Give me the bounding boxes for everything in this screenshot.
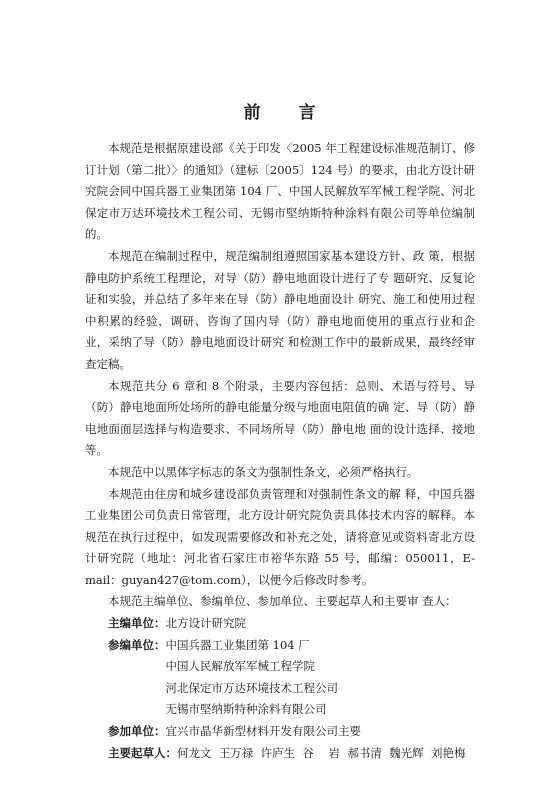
drafters-label: 主要起草人： xyxy=(108,745,177,760)
co-editors-list xyxy=(166,635,339,721)
chief-editor-row xyxy=(85,613,475,635)
paragraph-units-intro: 本规范主编单位、参编单位、参加单位、主要起草人和主要审 查人： xyxy=(108,594,457,609)
co-editors-label: 参编单位： xyxy=(108,637,166,652)
co-editors-row xyxy=(85,635,475,721)
co-editor-item: 中国兵器工业集团第 104 厂 xyxy=(165,637,310,652)
co-editor-item: 无锡市堅纳斯特种涂料有限公司 xyxy=(165,702,327,717)
page-title: 前 言 xyxy=(243,103,332,123)
paragraph-mandatory: 本规范中以黑体字标志的条文为强制性条文，必须严格执行。 xyxy=(108,464,419,479)
participants-label: 参加单位： xyxy=(108,724,166,739)
drafters-value: 何龙文 王万禄 许庐生 谷 岩 郝书清 魏光辉 刘艳梅 xyxy=(177,745,466,760)
paragraph-management: 本规范由住房和城乡建设部负责管理和对强制性条文的解 释，中国兵器工业集团公司负责日常管理，北方设计研究院负责具体技术内容的解释。本规范在执行过程中，如发现需要修改和补充之处，请将意见或资料寄北方设计研究院（地址：河北省石家庄市裕华东路 55 号，邮编：050011，E-mail：guyan427@tom.com），以便今后修改时参考。 xyxy=(85,486,475,587)
drafters-row xyxy=(85,743,475,765)
preface-body xyxy=(85,138,475,764)
co-editor-item: 中国人民解放军军械工程学院 xyxy=(165,659,315,674)
paragraph-basis: 本规范是根据原建设部《关于印发〈2005 年工程建设标准规范制订、修订计划（第二批）〉的通知》（建标〔2005〕124 号）的要求，由北方设计研究院会同中国兵器工业集团第 104 厂、中国人民解放军军械工程学院、河北保定市万达环境技术工程公司、无锡市堅纳斯特种涂料有限公司等单位编制的。 xyxy=(85,141,475,242)
paragraph-process: 本规范在编制过程中，规范编制组遵照国家基本建设方针、政 策，根据静电防护系统工程理论，对导（防）静电地面设计进行了专 题研究、反复论证和实验，并总结了多年来在导（防）静电地面设计 研究、施工和使用过程中积累的经验，调研、咨询了国内导（防）静电地面使用的重点行业和企业，采纳了导（防）静电地面设计研究 和检测工作中的最新成果，最终经审查定稿。 xyxy=(85,248,475,371)
chief-editor-label: 主编单位： xyxy=(108,616,166,631)
co-editor-item: 河北保定市万达环境技术工程公司 xyxy=(165,680,338,695)
paragraph-contents: 本规范共分 6 章和 8 个附录，主要内容包括：总则、术语与符号、导（防）静电地面所处场所的静电能量分级与地面电阻值的确 定、导（防）静电地面面层选择与构造要求、不同场所导（防）静电地 面的设计选择、接地等。 xyxy=(85,378,475,458)
participants-row xyxy=(85,721,475,743)
chief-editor-value: 北方设计研究院 xyxy=(165,616,246,631)
participants-value: 宜兴市晶华新型材料开发有限公司主要 xyxy=(165,724,361,739)
